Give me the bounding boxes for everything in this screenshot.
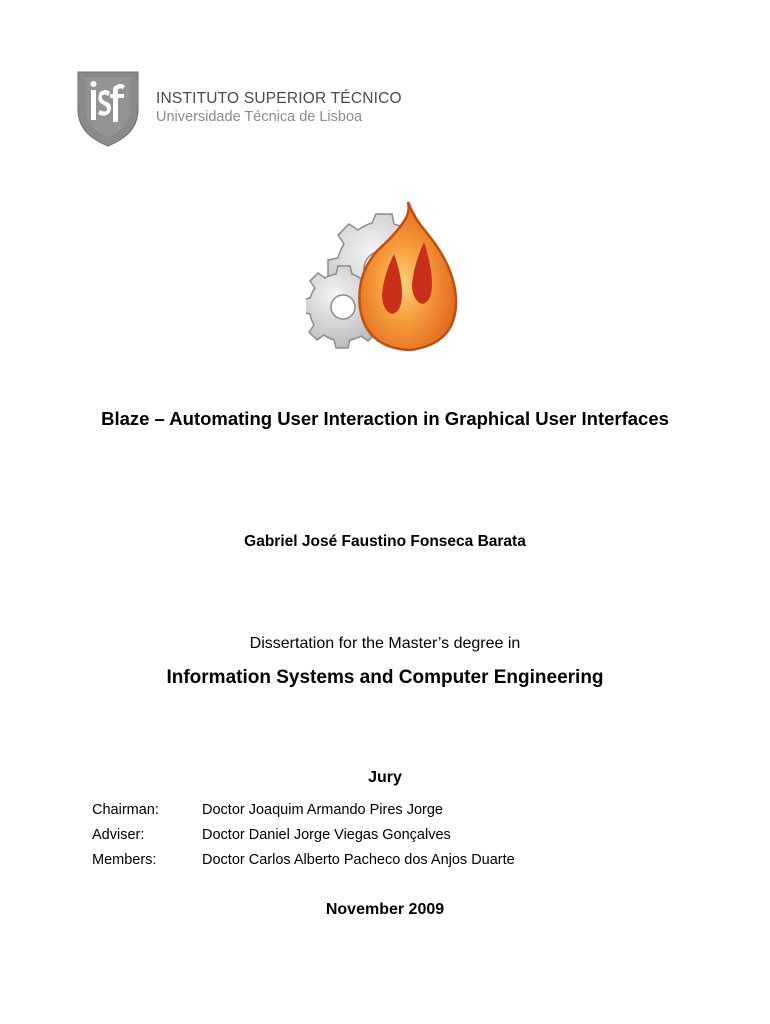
jury-list (92, 800, 692, 875)
jury-row-chairman (92, 800, 692, 825)
institution-subtitle: Universidade Técnica de Lisboa (156, 109, 363, 125)
jury-role: Adviser: (92, 827, 145, 843)
jury-role: Members: (92, 852, 157, 868)
degree-name: Information Systems and Computer Engineering (166, 667, 604, 688)
author-name: Gabriel José Faustino Fonseca Barata (244, 533, 526, 550)
jury-member-name: Doctor Carlos Alberto Pacheco dos Anjos Duarte (202, 852, 515, 868)
thesis-title: Blaze – Automating User Interaction in Graphical User Interfaces (101, 408, 669, 429)
jury-heading: Jury (368, 769, 402, 786)
ist-shield-icon (76, 70, 140, 148)
jury-member-name: Doctor Joaquim Armando Pires Jorge (202, 802, 443, 818)
jury-row-adviser (92, 825, 692, 850)
jury-role: Chairman: (92, 802, 159, 818)
dissertation-statement: Dissertation for the Master’s degree in (249, 635, 521, 652)
jury-row-members (92, 850, 692, 875)
submission-date: November 2009 (325, 901, 445, 918)
institution-header (156, 90, 402, 126)
gears-flame-icon (306, 198, 470, 358)
jury-member-name: Doctor Daniel Jorge Viegas Gonçalves (202, 827, 451, 843)
institution-name: INSTITUTO SUPERIOR TÉCNICO (156, 90, 402, 107)
